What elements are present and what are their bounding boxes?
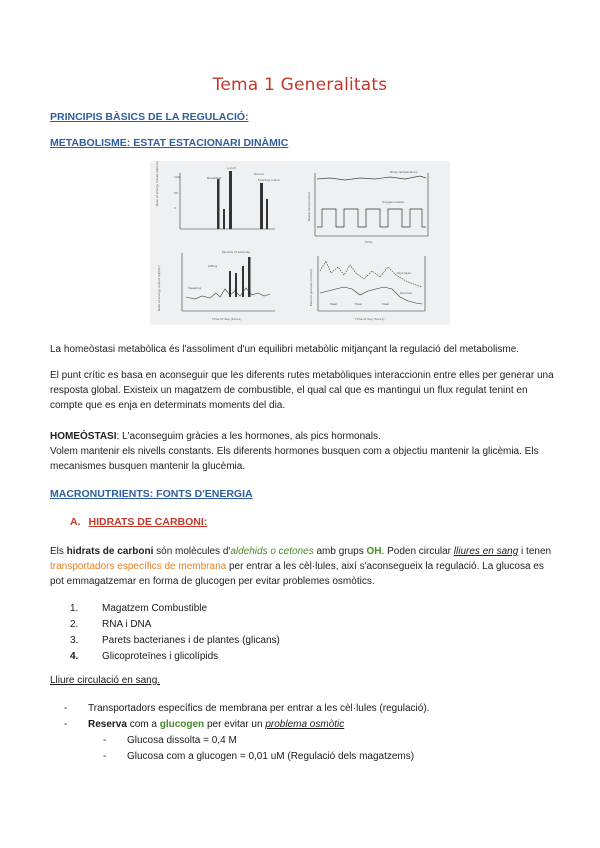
- list-item: [70, 617, 280, 633]
- bullet-dash: -: [103, 751, 107, 762]
- homeostasi-line2: Volem mantenir els nivells constants. Els diferents hormones busquen com a objectiu mantenir la glicèmia. Els mecanismes busquen mantenir la glucèmia.: [50, 446, 539, 472]
- p3-bar-3: [242, 266, 244, 297]
- p4-transportadors: transportadors específics de membrana: [50, 561, 227, 572]
- homeostasi-rest: : L'aconseguim gràcies a les hormones, als pics hormonals.: [116, 431, 381, 442]
- p4-text-4: . Poden circular: [381, 546, 454, 557]
- p4-text-1: Els: [50, 546, 67, 557]
- metabolism-figure: [150, 161, 450, 325]
- bullet-item-transportadors: [64, 701, 429, 717]
- list-number: 4.: [70, 651, 79, 662]
- p4-lliures: lliures en sang: [453, 546, 519, 557]
- p3-title: Periods of exercise: [222, 250, 251, 254]
- p1-label-snack: Evening snack: [258, 178, 280, 182]
- list-number: 1.: [70, 603, 79, 614]
- list-number: 2.: [70, 619, 79, 630]
- heading-hidrats-text: HIDRATS DE CARBONI:: [88, 516, 208, 528]
- p4-aldehids: aldehids o cetones: [230, 546, 314, 557]
- list-item: [70, 649, 280, 665]
- p4-xlabel: Time of day (hours): [355, 317, 385, 321]
- p2-temperature-line: [317, 176, 426, 180]
- p4-text-5: i tenen: [518, 546, 552, 557]
- reserva-text-1: com a: [126, 719, 160, 730]
- p4-ylabel: Plasma glucose (mmol/l): [309, 269, 313, 306]
- sub-bullet-text: Glucosa com a glucogen = 0,01 uM (Regulació dels magatzems): [127, 751, 415, 762]
- p4-label-glycogen: Glycogen: [397, 271, 412, 275]
- list-number: 3.: [70, 635, 79, 646]
- paragraph-homeostasi: [50, 429, 555, 474]
- list-text: Glicoproteïnes i glicolípids: [102, 651, 219, 662]
- p1-bar-snack: [266, 199, 268, 229]
- reserva-glucogen: glucogen: [159, 719, 205, 730]
- p4-text-2: són molècules d': [153, 546, 231, 557]
- reserva-bold: Reserva: [88, 719, 127, 730]
- p1-ytick-0: 0: [174, 206, 176, 210]
- p1-ytick-50: 50: [174, 191, 178, 195]
- bullet-text: Transportadors específics de membrana per entrar a les cèl·lules (regulació).: [88, 703, 430, 714]
- figure-graphs: [150, 161, 450, 325]
- p4-text-6: per entrar a les cèl·lules, així s'aconsegueix la regulació. La glucosa es pot emmagatzemar en forma de glucogen per evitar problemes osmòtics.: [50, 561, 544, 587]
- p1-ylabel: Rate of energy intake (kJ/min): [155, 161, 159, 206]
- p3-bar-2: [235, 273, 237, 297]
- reserva-problema: problema osmòtic: [265, 719, 345, 730]
- bullet-dash: -: [64, 703, 68, 714]
- p1-label-dinner: Dinner: [254, 172, 265, 176]
- list-text: Parets bacterianes i de plantes (glicans): [102, 635, 280, 646]
- list-item: [70, 633, 280, 649]
- p2-mid-label: Oxygen intake: [382, 200, 404, 204]
- panel-glucose: [309, 256, 425, 321]
- section-heading-macronutrients: MACRONUTRIENTS: FONTS D'ENERGIA: [50, 488, 253, 500]
- p1-bar-breakfast: [217, 179, 220, 229]
- p1-label-breakfast: Breakfast: [207, 176, 222, 180]
- p1-ytick-100: 100: [174, 175, 180, 179]
- p3-lifting: Lifting: [208, 264, 218, 268]
- bullet-item-reserva: [64, 717, 429, 733]
- list-item: [70, 601, 280, 617]
- section-heading-regulacio: PRINCIPIS BÀSICS DE LA REGULACIÓ:: [50, 111, 249, 123]
- p1-label-lunch: Lunch: [227, 166, 236, 170]
- p4-bold-hidrats: hidrats de carboni: [66, 546, 154, 557]
- p3-bar-1: [229, 271, 231, 297]
- p2-ylabel: Rectal temperature: [307, 191, 311, 221]
- paragraph-hidrats: [50, 544, 555, 589]
- reserva-text-2: per evitar un: [204, 719, 266, 730]
- p3-sleeping: Sleeping: [188, 286, 201, 290]
- sub-bullet-item: [103, 749, 414, 765]
- p3-xlabel: Time of day (hours): [212, 317, 242, 321]
- paragraph-homeostasi-def: La homeòstasi metabòlica és l'assoliment d'un equilibri metabòlic mitjançant la regulació del metabolisme.: [50, 344, 520, 355]
- panel-temperature: [307, 170, 428, 244]
- p1-bar-b2: [223, 209, 225, 229]
- p2-xlabel: Time: [365, 240, 373, 244]
- p4-meal-1: Meal: [330, 302, 338, 306]
- list-text: RNA i DNA: [102, 619, 152, 630]
- heading-hidrats: [70, 516, 207, 528]
- p2-oxygen-line: [317, 209, 426, 227]
- heading-hidrats-letter: A.: [70, 516, 81, 528]
- p2-top-label: Body temperature: [390, 170, 418, 174]
- page-title: Tema 1 Generalitats: [212, 75, 388, 95]
- list-text: Magatzem Combustible: [102, 603, 208, 614]
- p3-ylabel: Rate of energy output (kJ/min): [157, 265, 161, 311]
- sub-bullet-text: Glucosa dissolta = 0,4 M: [127, 735, 237, 746]
- subheading-lliure-circulacio: Lliure circulació en sang.: [50, 675, 161, 686]
- p3-bar-4: [248, 257, 251, 297]
- paragraph-punt-critic: El punt crític es basa en aconseguir que les diferents rutes metabòliques interaccionin entre elles per generar una resposta global. Existeix un magatzem de combustible, el qual cal que es mantingui un flux regulat tenint en compte que es enja en determinats moments del dia.: [50, 370, 554, 411]
- p1-bar-lunch: [229, 171, 232, 229]
- p1-bar-dinner: [260, 183, 263, 229]
- numbered-list: [70, 601, 280, 665]
- bullet-dash: -: [103, 735, 107, 746]
- section-heading-metabolisme: METABOLISME: ESTAT ESTACIONARI DINÀMIC: [50, 137, 289, 149]
- p4-label-glucose: Glucose: [400, 291, 412, 295]
- p4-oh: OH: [366, 546, 382, 557]
- homeostasi-bold: HOMEÒSTASI: [50, 431, 117, 442]
- sub-bullet-item: [103, 733, 414, 749]
- p4-meal-3: Meal: [382, 302, 390, 306]
- bullet-list: [64, 701, 429, 733]
- sub-bullet-list: [103, 733, 414, 765]
- bullet-dash: -: [64, 719, 68, 730]
- p4-meal-2: Meal: [355, 302, 363, 306]
- panel-energy-intake: [155, 161, 280, 229]
- p4-text-3: amb grups: [313, 546, 367, 557]
- panel-energy-output: [157, 250, 275, 321]
